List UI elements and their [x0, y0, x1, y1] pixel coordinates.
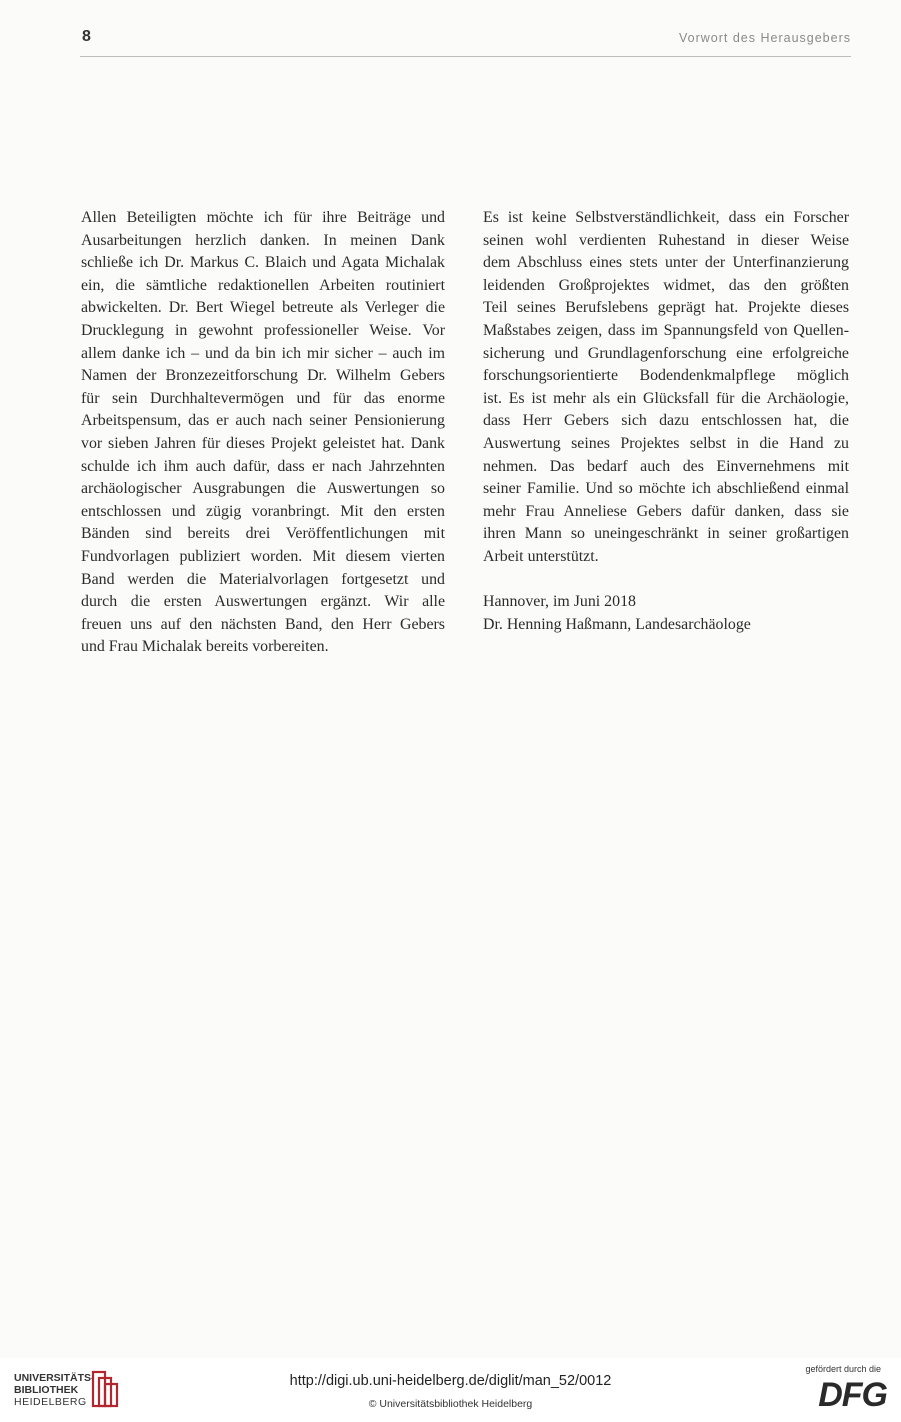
text-line: ihren Mann so uneingeschränkt in seiner großartigen — [483, 525, 849, 543]
right-column — [483, 207, 849, 636]
text-line: ist. Es ist mehr als ein Glücksfall für die Archäologie, — [483, 389, 849, 407]
text-line: Band werden die Materialvorlagen fortgesetzt und — [81, 570, 445, 588]
closing-block — [483, 591, 849, 636]
text-line: Arbeitspensum, das er auch nach seiner Pensionierung — [81, 412, 445, 430]
text-line: forschungsorientierte Bodendenkmalpflege möglich — [483, 367, 849, 385]
header-rule — [80, 56, 851, 57]
logo-line: HEIDELBERG — [14, 1396, 87, 1408]
place-date: Hannover, im Juni 2018 — [483, 593, 636, 611]
spacer — [483, 569, 849, 592]
right-paragraph — [483, 207, 849, 569]
copyright-notice: © Universitätsbibliothek Heidelberg — [368, 1398, 533, 1410]
text-line: Drucklegung in gewohnt professioneller Weise. Vor — [81, 321, 445, 339]
text-line: seiner Familie. Und so möchte ich abschließend einmal — [483, 480, 849, 498]
text-line: schulde ich ihm auch dafür, dass er nach Jahrzehnten — [81, 457, 445, 475]
text-line: für sein Durchhaltevermögen und für das enorme — [81, 389, 445, 407]
logo-line: BIBLIOTHEK — [14, 1384, 79, 1396]
text-line: Bänden sind bereits drei Veröffentlichungen mit — [81, 525, 445, 543]
funding-note: gefördert durch die — [805, 1364, 881, 1374]
text-line: seinen wohl verdienten Ruhestand in dieser Weise — [483, 231, 849, 249]
text-line: Arbeit unterstützt. — [483, 547, 599, 565]
text-line: durch die ersten Auswertungen ergänzt. Wir alle — [81, 593, 445, 611]
text-line: dass Herr Gebers sich dazu entschlossen hat, die — [483, 412, 849, 430]
running-head: Vorwort des Herausgebers — [679, 31, 851, 45]
text-line: Namen der Bronzezeitforschung Dr. Wilhelm Gebers — [81, 367, 445, 385]
text-line: Teil seines Berufslebens geprägt hat. Projekte dieses — [483, 299, 849, 317]
page-number: 8 — [82, 28, 91, 45]
text-line: vor sieben Jahren für dieses Projekt geleistet hat. Dank — [81, 434, 445, 452]
logo-line: UNIVERSITÄTS- — [14, 1372, 95, 1384]
text-line: schließe ich Dr. Markus C. Blaich und Agata Michalak — [81, 254, 445, 272]
source-url-link[interactable]: http://digi.ub.uni-heidelberg.de/diglit/man_52/0012 — [289, 1373, 612, 1389]
text-line: mehr Frau Anneliese Gebers dafür danken, dass sie — [483, 502, 849, 520]
text-line: leidenden Großprojektes widmet, das den größten — [483, 276, 849, 294]
text-line: freuen uns auf den nächsten Band, den Herr Gebers — [81, 615, 445, 633]
text-line: nehmen. Das bedarf auch des Einvernehmens mit — [483, 457, 849, 475]
text-line: und Frau Michalak bereits vorbereiten. — [81, 638, 329, 656]
text-line: Maßstabes zeigen, dass im Spannungsfeld von Quellen- — [483, 321, 849, 339]
left-column — [81, 207, 445, 659]
text-line: Fundvorlagen publiziert worden. Mit diesem vierten — [81, 547, 445, 565]
text-line: Auswertung seines Projektes selbst in die Hand zu — [483, 434, 849, 452]
text-line: entschlossen und zügig voranbringt. Mit den ersten — [81, 502, 445, 520]
text-line: Allen Beteiligten möchte ich für ihre Beiträge und — [81, 209, 445, 226]
text-line: archäologischer Ausgrabungen die Auswertungen so — [81, 480, 445, 498]
text-line: Ausarbeitungen herzlich danken. In meinen Dank — [81, 231, 445, 249]
text-line: sicherung und Grundlagenforschung eine erfolgreiche — [483, 344, 849, 362]
text-line: Es ist keine Selbstverständlichkeit, dass ein Forscher — [483, 209, 849, 226]
left-paragraph — [81, 207, 445, 659]
text-line: dem Abschluss eines stets unter der Unterfinanzierung — [483, 254, 849, 272]
footer — [0, 1358, 901, 1422]
text-line: ein, die sämtliche redaktionellen Arbeiten routiniert — [81, 276, 445, 294]
text-line: allem danke ich – und da bin ich mir sicher – auch im — [81, 344, 445, 362]
text-line: abwickelten. Dr. Bert Wiegel betreute als Verleger die — [81, 299, 445, 317]
signature: Dr. Henning Haßmann, Landesarchäologe — [483, 615, 751, 633]
dfg-logo[interactable]: DFG — [818, 1376, 887, 1414]
